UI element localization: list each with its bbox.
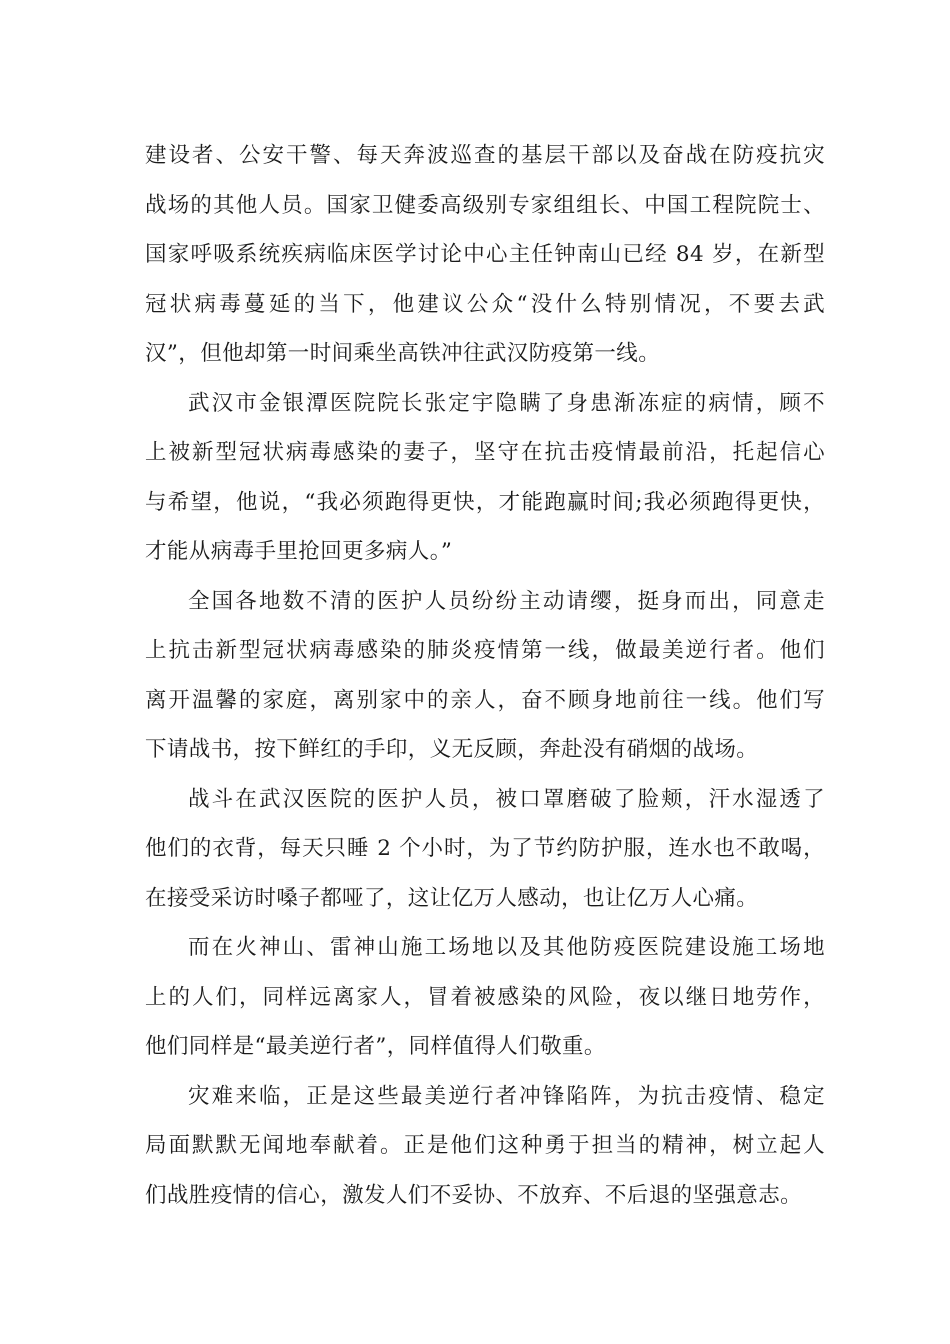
text-line: 战斗在武汉医院的医护人员，被口罩磨破了脸颊，汗水湿透了 <box>188 786 825 812</box>
paragraph <box>145 1072 825 1221</box>
text-line: 下请战书，按下鲜红的手印，义无反顾，奔赴没有硝烟的战场。 <box>145 737 759 762</box>
text-line: 局面默默无闻地奉献着。正是他们这种勇于担当的精神，树立起人 <box>145 1133 825 1158</box>
text-line: 上抗击新型冠状病毒感染的肺炎疫情第一线，做最美逆行者。他们 <box>145 638 825 663</box>
text-line: 全国各地数不清的医护人员纷纷主动请缨，挺身而出，同意走 <box>188 588 825 614</box>
text-line: 建设者、公安干警、每天奔波巡查的基层干部以及奋战在防疫抗灾 <box>145 143 825 168</box>
text-line: 上被新型冠状病毒感染的妻子，坚守在抗击疫情最前沿，托起信心 <box>145 440 825 465</box>
text-line: 离开温馨的家庭，离别家中的亲人，奋不顾身地前往一线。他们写 <box>145 687 825 713</box>
text-line: 他们同样是“最美逆行者”，同样值得人们敬重。 <box>145 1034 606 1059</box>
paragraph <box>145 577 825 775</box>
paragraph <box>145 131 825 379</box>
text-line: 冠状病毒蔓延的当下，他建议公众“没什么特别情况，不要去武 <box>145 291 825 317</box>
text-line: 在接受采访时嗓子都哑了，这让亿万人感动，也让亿万人心痛。 <box>145 885 759 911</box>
text-line: 国家呼吸系统疾病临床医学讨论中心主任钟南山已经 84 岁，在新型 <box>145 242 825 267</box>
text-line: 他们的衣背，每天只睡 2 个小时，为了节约防护服，连水也不敢喝， <box>145 836 825 861</box>
text-line: 汉”，但他却第一时间乘坐高铁冲往武汉防疫第一线。 <box>145 341 661 366</box>
text-line: 灾难来临，正是这些最美逆行者冲锋陷阵，为抗击疫情、稳定 <box>188 1083 825 1109</box>
text-line: 与希望，他说，“我必须跑得更快，才能跑赢时间;我必须跑得更快， <box>145 489 825 515</box>
text-line: 战场的其他人员。国家卫健委高级别专家组组长、中国工程院院士、 <box>145 192 825 218</box>
text-line: 才能从病毒手里抢回更多病人。” <box>145 539 453 564</box>
paragraph <box>145 379 825 577</box>
paragraph <box>145 775 825 924</box>
text-line: 上的人们，同样远离家人，冒着被感染的风险，夜以继日地劳作， <box>145 984 825 1010</box>
text-line: 们战胜疫情的信心，激发人们不妥协、不放弃、不后退的坚强意志。 <box>145 1182 803 1208</box>
text-line: 而在火神山、雷神山施工场地以及其他防疫医院建设施工场地 <box>188 935 825 960</box>
document-body <box>145 131 825 1220</box>
paragraph <box>145 923 825 1072</box>
text-line: 武汉市金银潭医院院长张定宇隐瞒了身患渐冻症的病情，顾不 <box>188 390 825 416</box>
